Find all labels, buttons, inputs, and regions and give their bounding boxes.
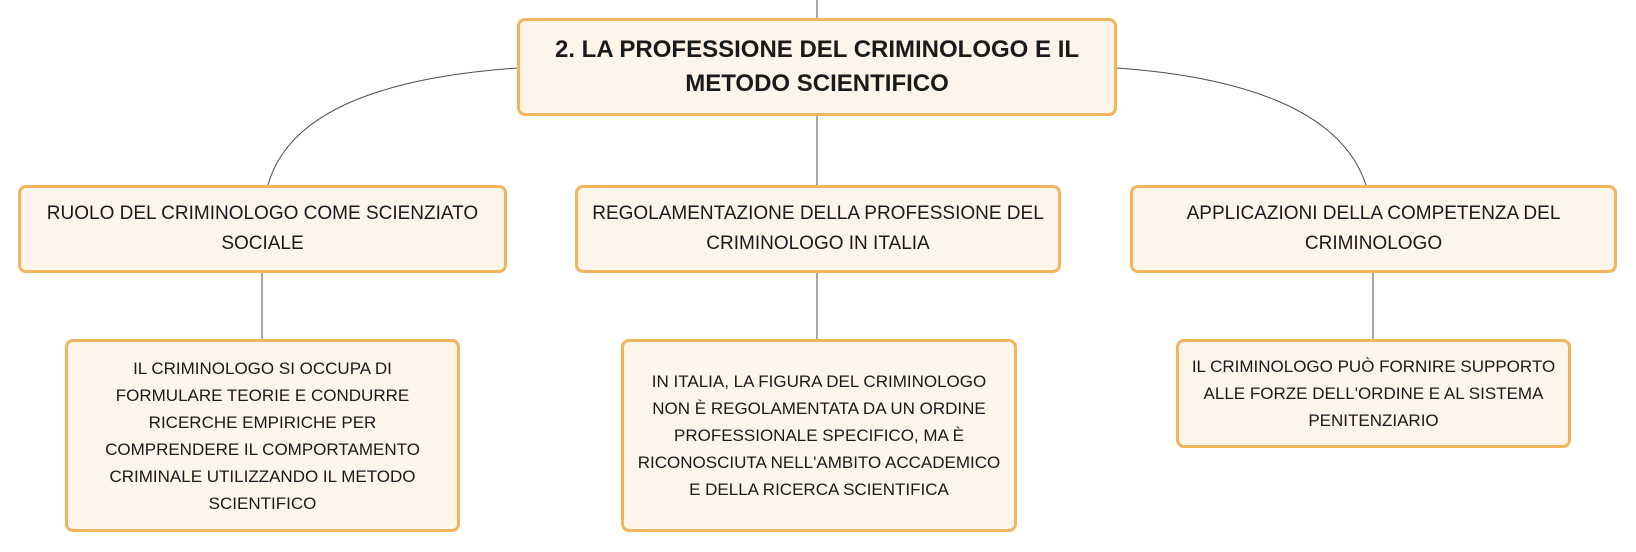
leaf-node-regolamentazione[interactable]: [621, 339, 1017, 532]
leaf-node-text: IL CRIMINOLOGO PUÒ FORNIRE SUPPORTO ALLE FORZE DELL'ORDINE E AL SISTEMA PENITENZIARIO: [1191, 357, 1556, 430]
leaf-node-applicazioni[interactable]: [1176, 339, 1571, 448]
leaf-node-text: IL CRIMINOLOGO SI OCCUPA DI FORMULARE TEORIE E CONDURRE RICERCHE EMPIRICHE PER COMPRENDERE IL COMPORTAMENTO CRIMINALE UTILIZZANDO IL METODO SCIENTIFICO: [105, 358, 420, 513]
branch-node-label: RUOLO DEL CRIMINOLOGO COME SCIENZIATO SOCIALE: [46, 203, 479, 254]
connector-root-branch-3: [1117, 68, 1366, 185]
connector-root-branch-1: [268, 68, 517, 185]
root-node-label: 2. LA PROFESSIONE DEL CRIMINOLOGO E IL METODO SCIENTIFICO: [554, 36, 1080, 97]
branch-node-ruolo[interactable]: [18, 185, 507, 273]
leaf-node-ruolo[interactable]: [65, 339, 460, 532]
branch-node-label: APPLICAZIONI DELLA COMPETENZA DEL CRIMINOLOGO: [1186, 203, 1561, 254]
branch-node-applicazioni[interactable]: [1130, 185, 1617, 273]
root-node[interactable]: [517, 18, 1117, 116]
leaf-node-text: IN ITALIA, LA FIGURA DEL CRIMINOLOGO NON È REGOLAMENTATA DA UN ORDINE PROFESSIONALE SPECIFICO, MA È RICONOSCIUTA NELL'AMBITO ACCADEMICO E DELLA RICERCA SCIENTIFICA: [637, 372, 1001, 499]
branch-node-label: REGOLAMENTAZIONE DELLA PROFESSIONE DEL CRIMINOLOGO IN ITALIA: [592, 203, 1044, 254]
branch-node-regolamentazione[interactable]: [575, 185, 1061, 273]
